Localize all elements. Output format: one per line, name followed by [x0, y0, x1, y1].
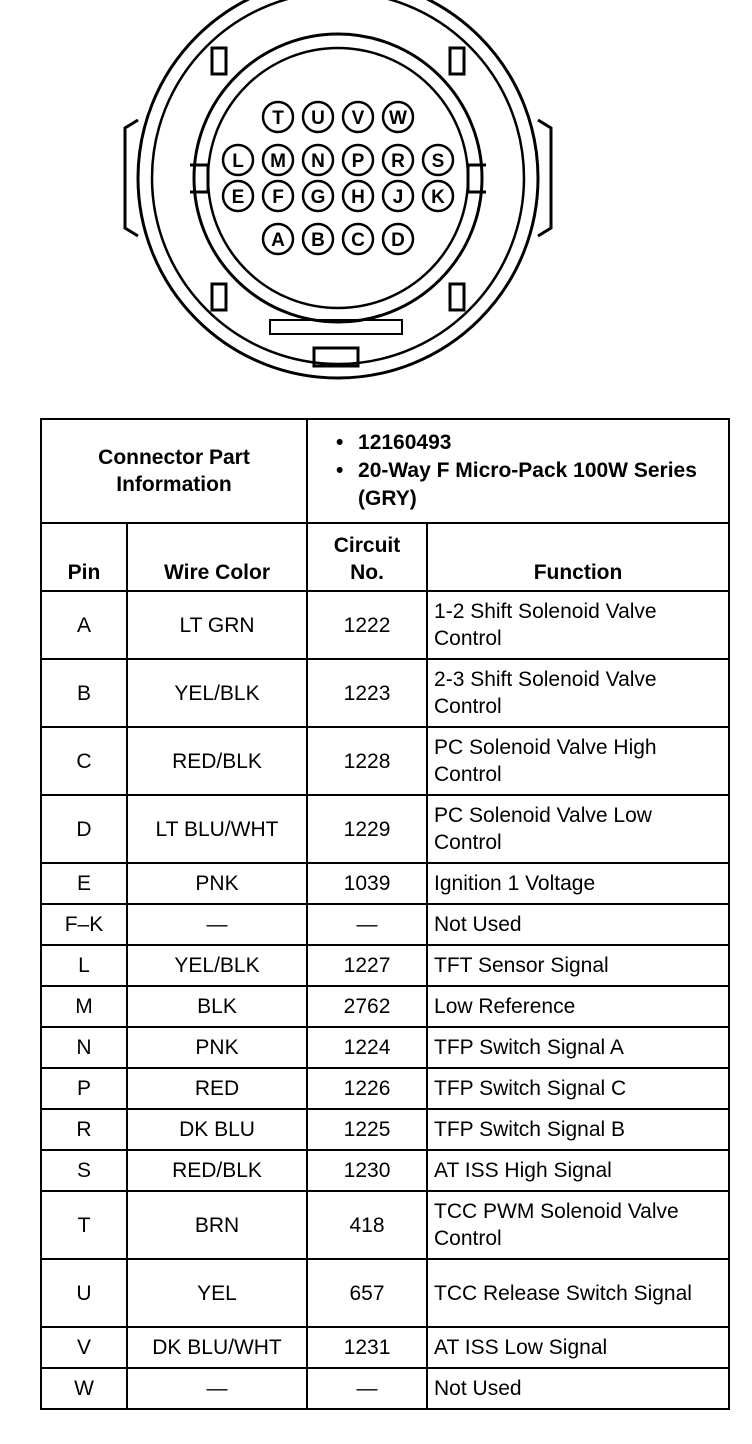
table-row — [41, 1150, 729, 1191]
circuit-cell: 1230 — [307, 1150, 427, 1191]
pin-label: W — [389, 108, 407, 129]
pin-j — [383, 181, 413, 211]
pin-cell: V — [41, 1327, 127, 1368]
pin-cell: E — [41, 863, 127, 904]
function-cell: TCC PWM Solenoid Valve Control — [427, 1191, 729, 1259]
function-cell: Ignition 1 Voltage — [427, 863, 729, 904]
function-cell: 1-2 Shift Solenoid Valve Control — [427, 591, 729, 659]
function-cell: TFP Switch Signal C — [427, 1068, 729, 1109]
pin-w — [383, 102, 413, 132]
table-row — [41, 1259, 729, 1327]
pin-label: E — [231, 187, 245, 208]
wire-color-cell: DK BLU — [127, 1109, 307, 1150]
wire-color-cell: RED/BLK — [127, 727, 307, 795]
circuit-cell: 2762 — [307, 986, 427, 1027]
table-row — [41, 659, 729, 727]
header-function: Function — [427, 523, 729, 591]
right-latch — [538, 120, 551, 236]
table-body — [41, 419, 729, 1409]
top-left-key — [212, 48, 226, 74]
circuit-cell: 1229 — [307, 795, 427, 863]
pin-label: H — [351, 187, 365, 208]
connector-table — [40, 418, 730, 1410]
header-wire-color: Wire Color — [127, 523, 307, 591]
table-row — [41, 904, 729, 945]
pin-h — [343, 181, 373, 211]
pin-label: K — [431, 187, 445, 208]
wire-color-cell: BRN — [127, 1191, 307, 1259]
part-info-cell — [307, 419, 729, 523]
pin-label: J — [392, 187, 404, 208]
pin-label: F — [272, 187, 284, 208]
pin-label: B — [311, 230, 325, 251]
table-row — [41, 1027, 729, 1068]
pin-f — [263, 181, 293, 211]
circuit-cell: 1225 — [307, 1109, 427, 1150]
pin-cell: L — [41, 945, 127, 986]
part-info-row — [41, 419, 729, 523]
wire-color-cell: YEL/BLK — [127, 945, 307, 986]
function-cell: 2-3 Shift Solenoid Valve Control — [427, 659, 729, 727]
function-cell: Not Used — [427, 1368, 729, 1409]
pin-cell: A — [41, 591, 127, 659]
table-row — [41, 795, 729, 863]
pin-m — [263, 145, 293, 175]
wire-color-cell: PNK — [127, 1027, 307, 1068]
pin-label: M — [270, 151, 286, 172]
pin-label: V — [351, 108, 365, 129]
pin-t — [263, 102, 293, 132]
pin-label: R — [391, 151, 405, 172]
pin-a — [263, 224, 293, 254]
bottom-right-key — [450, 284, 464, 310]
part-description: • 20-Way F Micro-Pack 100W Series (GRY) — [336, 457, 722, 513]
pin-cell: B — [41, 659, 127, 727]
wire-color-cell: BLK — [127, 986, 307, 1027]
pin-cell: C — [41, 727, 127, 795]
wire-color-cell: LT BLU/WHT — [127, 795, 307, 863]
function-cell: PC Solenoid Valve Low Control — [427, 795, 729, 863]
top-right-key — [450, 48, 464, 74]
pin-label: L — [232, 151, 244, 172]
circuit-cell: — — [307, 904, 427, 945]
part-info-label: Connector Part Information — [41, 419, 307, 523]
table-row — [41, 986, 729, 1027]
table-row — [41, 1109, 729, 1150]
pin-cell: S — [41, 1150, 127, 1191]
pin-l — [223, 145, 253, 175]
circuit-cell: — — [307, 1368, 427, 1409]
wire-color-cell: LT GRN — [127, 591, 307, 659]
function-cell: AT ISS Low Signal — [427, 1327, 729, 1368]
table-row — [41, 727, 729, 795]
function-cell: PC Solenoid Valve High Control — [427, 727, 729, 795]
function-cell: TFT Sensor Signal — [427, 945, 729, 986]
pin-label: U — [311, 108, 325, 129]
pin-cell: R — [41, 1109, 127, 1150]
pin-cell: D — [41, 795, 127, 863]
pin-e — [223, 181, 253, 211]
function-cell: TFP Switch Signal A — [427, 1027, 729, 1068]
wire-color-cell: — — [127, 904, 307, 945]
pin-k — [423, 181, 453, 211]
connector-inner-face — [208, 48, 468, 308]
circuit-cell: 657 — [307, 1259, 427, 1327]
pin-cell: W — [41, 1368, 127, 1409]
table-row — [41, 1368, 729, 1409]
pin-s — [423, 145, 453, 175]
pin-label: P — [351, 151, 365, 172]
function-cell: TCC Release Switch Signal — [427, 1259, 729, 1327]
pin-v — [343, 102, 373, 132]
wire-color-cell: RED — [127, 1068, 307, 1109]
pin-cell: P — [41, 1068, 127, 1109]
connector-face-diagram — [0, 0, 752, 400]
pin-cell: F–K — [41, 904, 127, 945]
function-cell: TFP Switch Signal B — [427, 1109, 729, 1150]
connector-inner-ring — [194, 34, 482, 322]
pin-d — [383, 224, 413, 254]
pin-u — [303, 102, 333, 132]
wire-color-cell: YEL — [127, 1259, 307, 1327]
pin-c — [343, 224, 373, 254]
pin-cell: M — [41, 986, 127, 1027]
pin-label: S — [431, 151, 445, 172]
circuit-cell: 1223 — [307, 659, 427, 727]
function-cell: Low Reference — [427, 986, 729, 1027]
pin-label: A — [271, 230, 285, 251]
circuit-cell: 1222 — [307, 591, 427, 659]
pin-label: C — [351, 230, 365, 251]
circuit-cell: 1224 — [307, 1027, 427, 1068]
header-circuit-no: Circuit No. — [307, 523, 427, 591]
header-row — [41, 523, 729, 591]
function-cell: AT ISS High Signal — [427, 1150, 729, 1191]
pin-b — [303, 224, 333, 254]
circuit-cell: 418 — [307, 1191, 427, 1259]
table-row — [41, 1327, 729, 1368]
pin-cell: U — [41, 1259, 127, 1327]
table-row — [41, 1191, 729, 1259]
function-cell: Not Used — [427, 904, 729, 945]
pin-p — [343, 145, 373, 175]
pin-cell: T — [41, 1191, 127, 1259]
pin-label: T — [272, 108, 284, 129]
pin-cell: N — [41, 1027, 127, 1068]
pin-r — [383, 145, 413, 175]
wire-color-cell: RED/BLK — [127, 1150, 307, 1191]
circuit-cell: 1226 — [307, 1068, 427, 1109]
header-pin: Pin — [41, 523, 127, 591]
bottom-left-key — [212, 284, 226, 310]
table-row — [41, 1068, 729, 1109]
table-row — [41, 591, 729, 659]
part-info-list — [314, 429, 722, 513]
circuit-cell: 1231 — [307, 1327, 427, 1368]
pin-g — [303, 181, 333, 211]
table-row — [41, 863, 729, 904]
pin-label: G — [310, 187, 326, 208]
wire-color-cell: YEL/BLK — [127, 659, 307, 727]
wire-color-cell: PNK — [127, 863, 307, 904]
left-latch — [125, 120, 138, 236]
wire-color-cell: — — [127, 1368, 307, 1409]
circuit-cell: 1039 — [307, 863, 427, 904]
pin-label: D — [391, 230, 405, 251]
pin-n — [303, 145, 333, 175]
circuit-cell: 1227 — [307, 945, 427, 986]
circuit-cell: 1228 — [307, 727, 427, 795]
wire-color-cell: DK BLU/WHT — [127, 1327, 307, 1368]
part-number: • 12160493 — [336, 429, 722, 457]
table-row — [41, 945, 729, 986]
pin-group — [223, 102, 453, 254]
pin-label: N — [311, 151, 325, 172]
